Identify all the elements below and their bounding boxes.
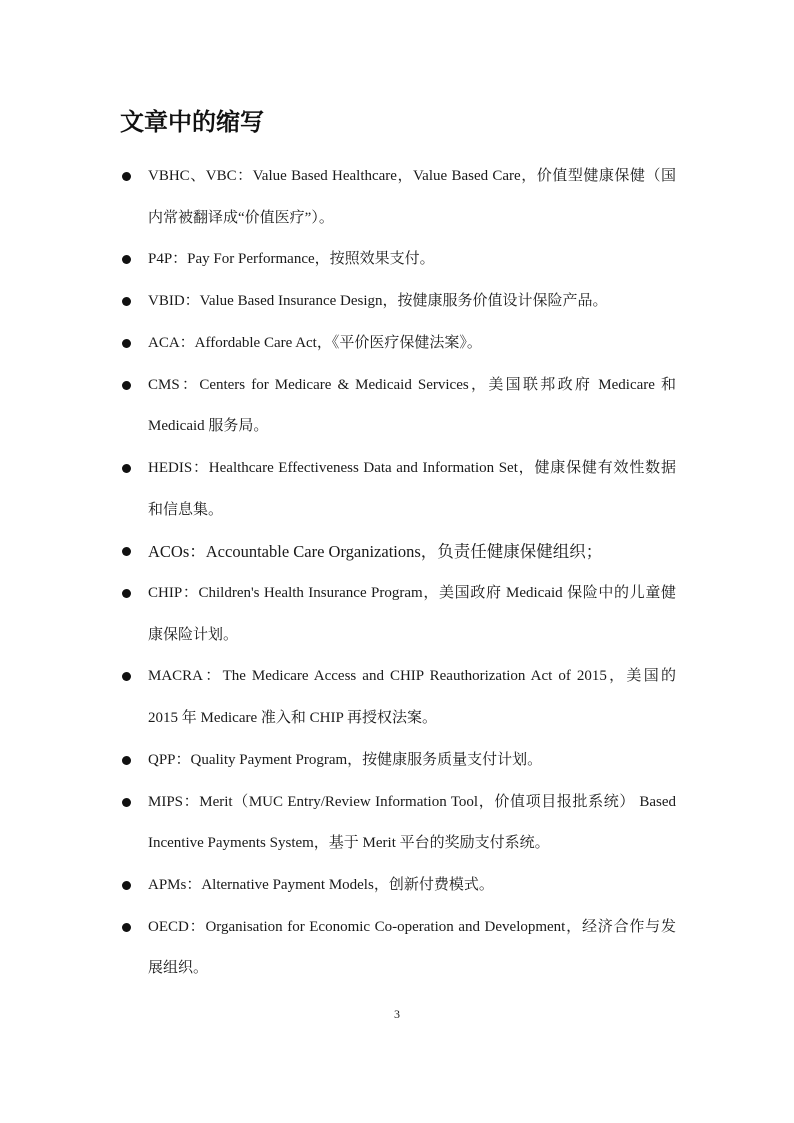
- bullet-icon: [122, 547, 131, 556]
- list-item: [120, 281, 676, 323]
- list-item-text: APMs：Alternative Payment Models，创新付费模式。: [148, 876, 494, 893]
- bullet-icon: [122, 255, 131, 264]
- page-title: 文章中的缩写: [120, 108, 264, 136]
- list-item: [120, 740, 676, 782]
- list-item: [120, 531, 676, 573]
- list-item: [120, 448, 676, 531]
- abbreviation-list: [120, 156, 676, 990]
- bullet-icon: [122, 798, 131, 807]
- list-item: [120, 865, 676, 907]
- list-item: [120, 156, 676, 239]
- list-item-text: P4P：Pay For Performance，按照效果支付。: [148, 251, 435, 268]
- list-item-text: ACOs：Accountable Care Organizations，负责任健康保健组织；: [148, 542, 603, 562]
- bullet-icon: [122, 672, 131, 681]
- bullet-icon: [122, 297, 131, 306]
- bullet-icon: [122, 589, 131, 598]
- list-item-text: ACA：Affordable Care Act，《平价医疗保健法案》。: [148, 334, 482, 351]
- list-item-text: HEDIS：Healthcare Effectiveness Data and Information Set，健康保健有效性数据和信息集。: [148, 459, 676, 518]
- list-item-text: MIPS：Merit（MUC Entry/Review Information Tool，价值项目报批系统） Based Incentive Payments System，基于 Merit 平台的奖励支付系统。: [148, 793, 676, 852]
- bullet-icon: [122, 381, 131, 390]
- list-item: [120, 323, 676, 365]
- page-number: 3: [394, 1007, 400, 1021]
- list-item: [120, 782, 676, 865]
- list-item-text: VBHC、VBC：Value Based Healthcare，Value Based Care，价值型健康保健（国内常被翻译成“价值医疗”）。: [148, 168, 676, 226]
- list-item: [120, 365, 676, 448]
- list-item-text: MACRA：The Medicare Access and CHIP Reauthorization Act of 2015，美国的 2015 年 Medicare 准入和 CHIP 再授权法案。: [148, 668, 676, 727]
- list-item: [120, 239, 676, 281]
- bullet-icon: [122, 756, 131, 765]
- bullet-icon: [122, 339, 131, 348]
- list-item-text: OECD：Organisation for Economic Co-operation and Development，经济合作与发展组织。: [148, 918, 676, 977]
- bullet-icon: [122, 923, 131, 932]
- list-item: [120, 907, 676, 990]
- list-item: [120, 573, 676, 656]
- bullet-icon: [122, 464, 131, 473]
- list-item: [120, 656, 676, 739]
- bullet-icon: [122, 881, 131, 890]
- bullet-icon: [122, 172, 131, 181]
- list-item-text: VBID：Value Based Insurance Design，按健康服务价值设计保险产品。: [148, 293, 608, 310]
- list-item-text: QPP：Quality Payment Program，按健康服务质量支付计划。: [148, 751, 543, 768]
- list-item-text: CHIP：Children's Health Insurance Program，美国政府 Medicaid 保险中的儿童健康保险计划。: [148, 585, 676, 643]
- list-item-text: CMS：Centers for Medicare & Medicaid Services，美国联邦政府 Medicare 和 Medicaid 服务局。: [148, 376, 676, 435]
